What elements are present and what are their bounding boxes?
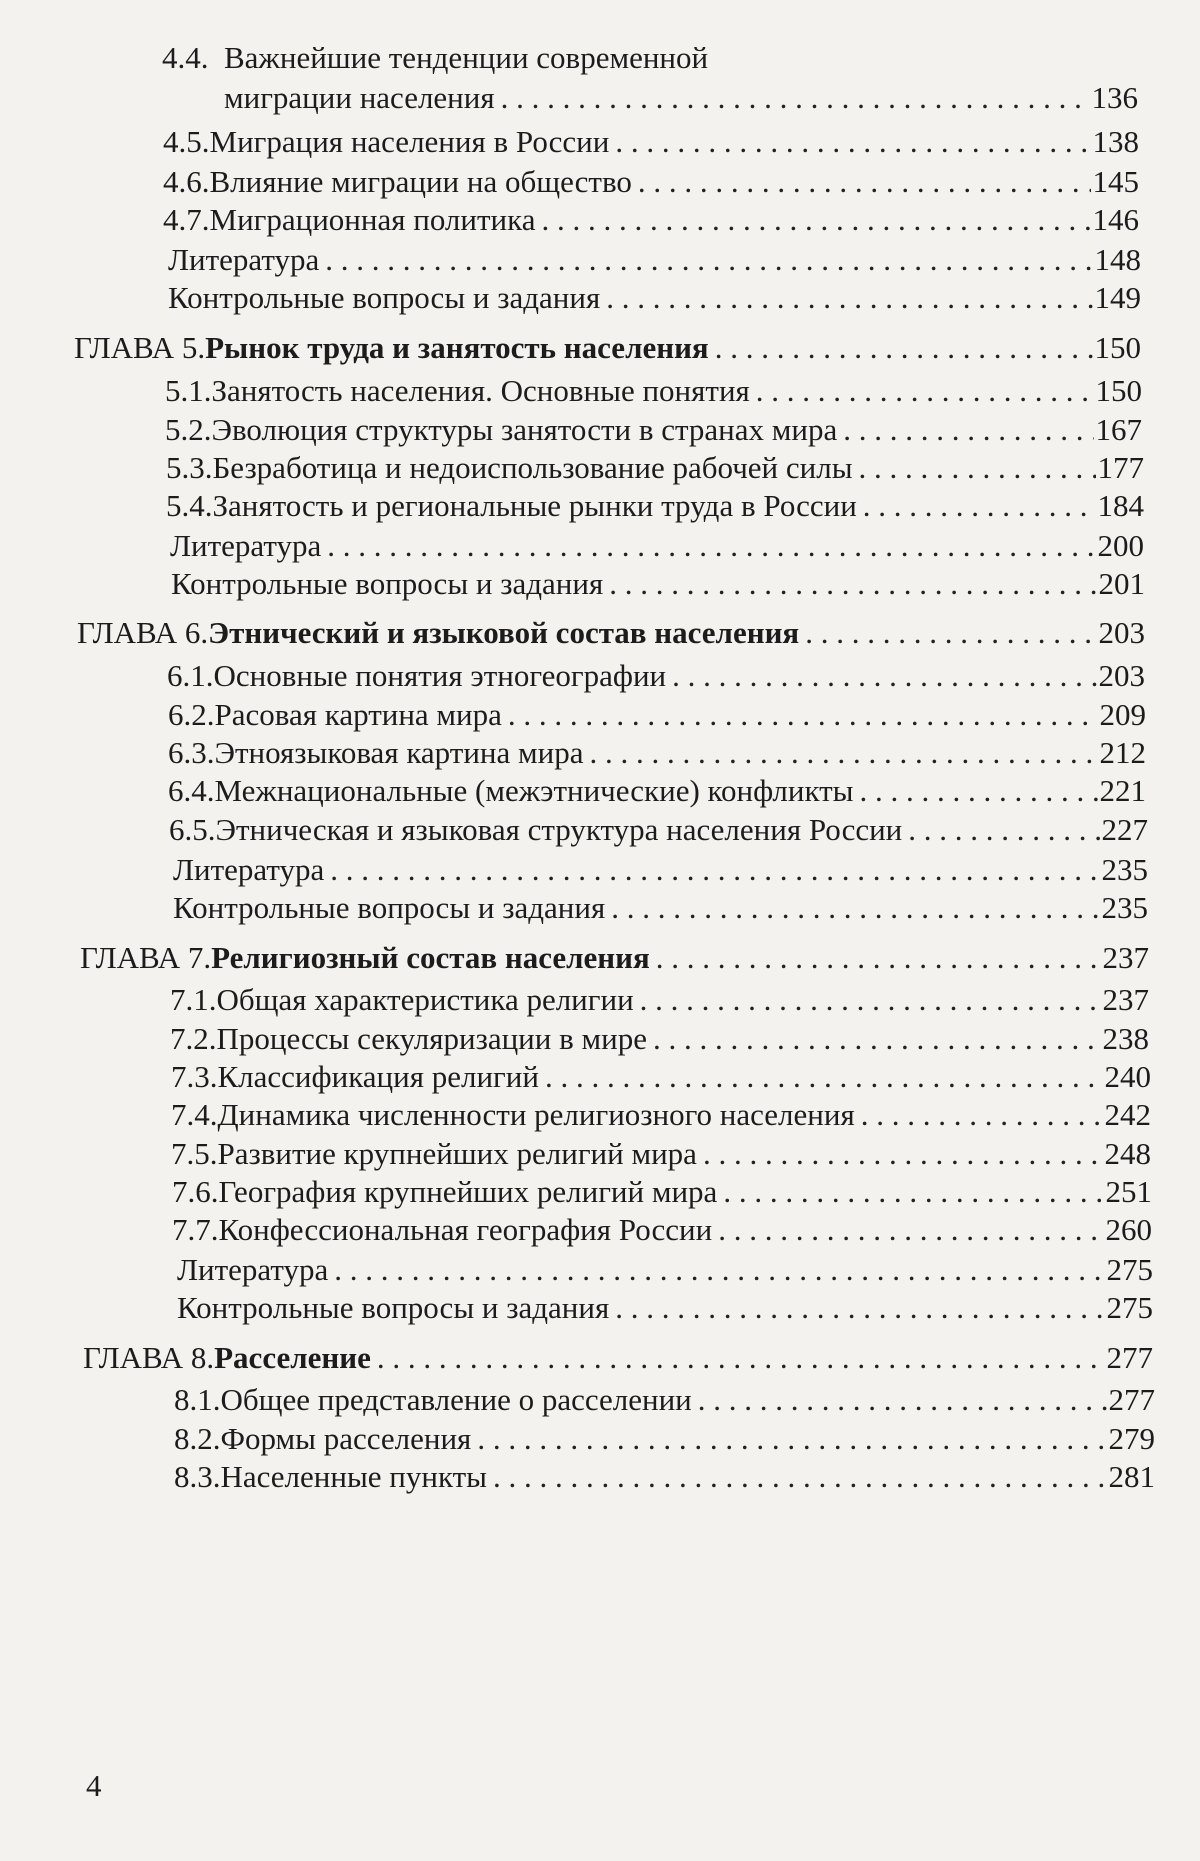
dot-leader [609,564,1096,604]
entry-title: Занятость населения. Основные понятия [211,373,750,408]
section-number: 7.6. [172,1174,219,1209]
page-ref: 279 [1108,1421,1155,1456]
section-number: 4.6. [163,164,210,199]
section-number: 6.1. [167,658,214,693]
chapter-number: ГЛАВА 6. [77,615,209,650]
entry-title: Эволюция структуры занятости в странах мира [211,412,838,447]
page-ref: 242 [1104,1097,1151,1132]
page-ref: 184 [1097,488,1144,523]
dot-leader [330,850,1099,890]
dot-leader [477,1419,1106,1459]
section-number: 5.4. [166,488,213,523]
dot-leader [545,1057,1103,1097]
entry-title: Безработица и недоиспользование рабочей силы [212,450,853,485]
toc-row [172,1210,1152,1250]
toc-row [170,1019,1149,1059]
entry-title: Процессы секуляризации в мире [216,1021,647,1056]
page-ref: 146 [1092,202,1139,237]
toc-row [166,448,1144,488]
chapter-title: Религиозный состав населения [211,940,650,975]
toc-row [174,1419,1155,1459]
entry-title: Литература [173,852,325,887]
entry-title: Расовая картина мира [214,697,502,732]
dot-leader [656,938,1101,978]
page-ref: 212 [1099,735,1146,770]
dot-leader [327,526,1095,566]
dot-leader [863,486,1096,526]
dot-leader [861,1095,1103,1135]
page-ref: 275 [1106,1252,1153,1287]
entry-title: Литература [168,242,320,277]
page-ref: 209 [1099,697,1146,732]
dot-leader [493,1457,1107,1497]
chapter-number: ГЛАВА 5. [74,330,206,365]
dot-leader [589,733,1097,773]
dot-leader [334,1250,1104,1290]
dot-leader [843,410,1093,450]
toc-row [171,564,1145,604]
entry-title: Общее представление о расселении [220,1382,692,1417]
dot-leader [508,695,1098,735]
dot-leader [860,771,1098,811]
toc-chapter-row [80,938,1149,978]
toc-row [224,78,1138,118]
section-number: 5.1. [165,373,212,408]
entry-title: Межнациональные (межэтнические) конфликты [214,773,854,808]
toc-row [171,1134,1151,1174]
dot-leader [615,122,1090,162]
dot-leader [908,810,1099,850]
dot-leader [715,328,1093,368]
page-ref: 201 [1098,566,1145,601]
entry-title: Общая характеристика религии [216,982,634,1017]
entry-title: Контрольные вопросы и задания [173,890,606,925]
page-ref: 148 [1094,242,1141,277]
dot-leader [611,888,1099,928]
chapter-number: ГЛАВА 7. [80,940,212,975]
dot-leader [859,448,1096,488]
toc-chapter-row [77,613,1145,653]
page-ref: 203 [1098,615,1145,650]
toc-row [168,771,1146,811]
section-number: 8.2. [174,1421,221,1456]
dot-leader [718,1210,1103,1250]
chapter-title: Расселение [214,1340,371,1375]
page-ref: 150 [1094,330,1141,365]
page-ref: 149 [1094,280,1141,315]
toc-row [172,1172,1152,1212]
dot-leader [638,162,1091,202]
page-ref: 145 [1092,164,1139,199]
toc-row [163,162,1139,202]
page-ref: 277 [1106,1340,1153,1375]
toc-row [168,240,1141,280]
entry-title: миграции населения [224,80,495,115]
dot-leader [672,656,1096,696]
section-number: 6.4. [168,773,215,808]
entry-title: Литература [170,528,322,563]
toc-row [166,486,1144,526]
entry-title: Динамика численности религиозного населения [217,1097,855,1132]
dot-leader [703,1134,1103,1174]
entry-title: Формы расселения [220,1421,472,1456]
toc-row [168,695,1146,735]
page-ref: 136 [1091,80,1138,115]
dot-leader [325,240,1092,280]
dot-leader [606,278,1092,318]
entry-title: Конфессиональная география России [218,1212,713,1247]
page-ref: 275 [1106,1290,1153,1325]
page-ref: 227 [1101,812,1148,847]
section-number: 7.2. [170,1021,217,1056]
chapter-number: ГЛАВА 8. [83,1340,215,1375]
toc-chapter-row [74,328,1141,368]
page-ref: 177 [1097,450,1144,485]
entry-title: Основные понятия этногеографии [213,658,667,693]
dot-leader [698,1380,1107,1420]
dot-leader [541,200,1090,240]
entry-title: Миграция населения в России [209,124,610,159]
toc-row [168,278,1141,318]
page-ref: 281 [1108,1459,1155,1494]
page-ref: 251 [1105,1174,1152,1209]
toc-row [171,1057,1151,1097]
chapter-title: Рынок труда и занятость населения [205,330,709,365]
section-number: 7.1. [170,982,217,1017]
entry-title: Этническая и языковая структура населения России [215,812,903,847]
toc-row [174,1457,1155,1497]
page-ref: 277 [1108,1382,1155,1417]
toc-row [165,410,1142,450]
toc-row [171,1095,1151,1135]
entry-title: Развитие крупнейших религий мира [217,1136,697,1171]
section-number: 6.2. [168,697,215,732]
entry-title: Занятость и региональные рынки труда в России [212,488,857,523]
page-ref: 150 [1095,373,1142,408]
toc-chapter-row [83,1338,1153,1378]
entry-title: Важнейшие тенденции современной [224,40,709,75]
dot-leader [615,1288,1104,1328]
page-ref: 237 [1102,940,1149,975]
page-ref: 238 [1102,1021,1149,1056]
toc-row [169,810,1148,850]
section-number: 8.3. [174,1459,221,1494]
entry-title: Населенные пункты [220,1459,487,1494]
toc-row [174,1380,1155,1420]
entry-title: Этноязыковая картина мира [214,735,584,770]
section-number: 7.3. [171,1059,218,1094]
page-ref: 248 [1104,1136,1151,1171]
section-number: 4.7. [163,202,210,237]
entry-title: Классификация религий [217,1059,539,1094]
entry-title: География крупнейших религий мира [218,1174,718,1209]
entry-title: Влияние миграции на общество [209,164,632,199]
dot-leader [501,78,1090,118]
entry-title: Литература [177,1252,329,1287]
page-ref: 235 [1101,890,1148,925]
section-number: 8.1. [174,1382,221,1417]
dot-leader [377,1338,1105,1378]
toc-row [167,656,1145,696]
page-ref: 237 [1102,982,1149,1017]
toc-row [173,888,1148,928]
toc-row [163,122,1139,162]
toc-row [177,1250,1153,1290]
section-number: 5.2. [165,412,212,447]
page-ref: 235 [1101,852,1148,887]
toc-row [168,733,1146,773]
page-ref: 203 [1098,658,1145,693]
toc-row [162,38,1138,78]
page-ref: 240 [1104,1059,1151,1094]
toc-row [165,371,1142,411]
toc-row [177,1288,1153,1328]
toc-row [170,526,1144,566]
toc-row [163,200,1139,240]
dot-leader [640,980,1101,1020]
section-number: 5.3. [166,450,213,485]
page-ref: 138 [1092,124,1139,159]
section-number: 6.5. [169,812,216,847]
chapter-title: Этнический и языковой состав населения [208,615,800,650]
section-number: 7.5. [171,1136,218,1171]
entry-title: Миграционная политика [209,202,536,237]
entry-title: Контрольные вопросы и задания [177,1290,610,1325]
entry-title: Контрольные вопросы и задания [168,280,601,315]
page-number: 4 [86,1768,102,1803]
section-number: 7.7. [172,1212,219,1247]
dot-leader [805,613,1096,653]
dot-leader [723,1172,1103,1212]
page-ref: 167 [1095,412,1142,447]
section-number: 7.4. [171,1097,218,1132]
page-ref: 221 [1099,773,1146,808]
toc-row [173,850,1148,890]
dot-leader [653,1019,1101,1059]
section-number: 6.3. [168,735,215,770]
dot-leader [756,371,1094,411]
section-number: 4.4. [162,40,209,75]
toc-row [170,980,1149,1020]
page-ref: 200 [1097,528,1144,563]
page-ref: 260 [1105,1212,1152,1247]
section-number: 4.5. [163,124,210,159]
entry-title: Контрольные вопросы и задания [171,566,604,601]
